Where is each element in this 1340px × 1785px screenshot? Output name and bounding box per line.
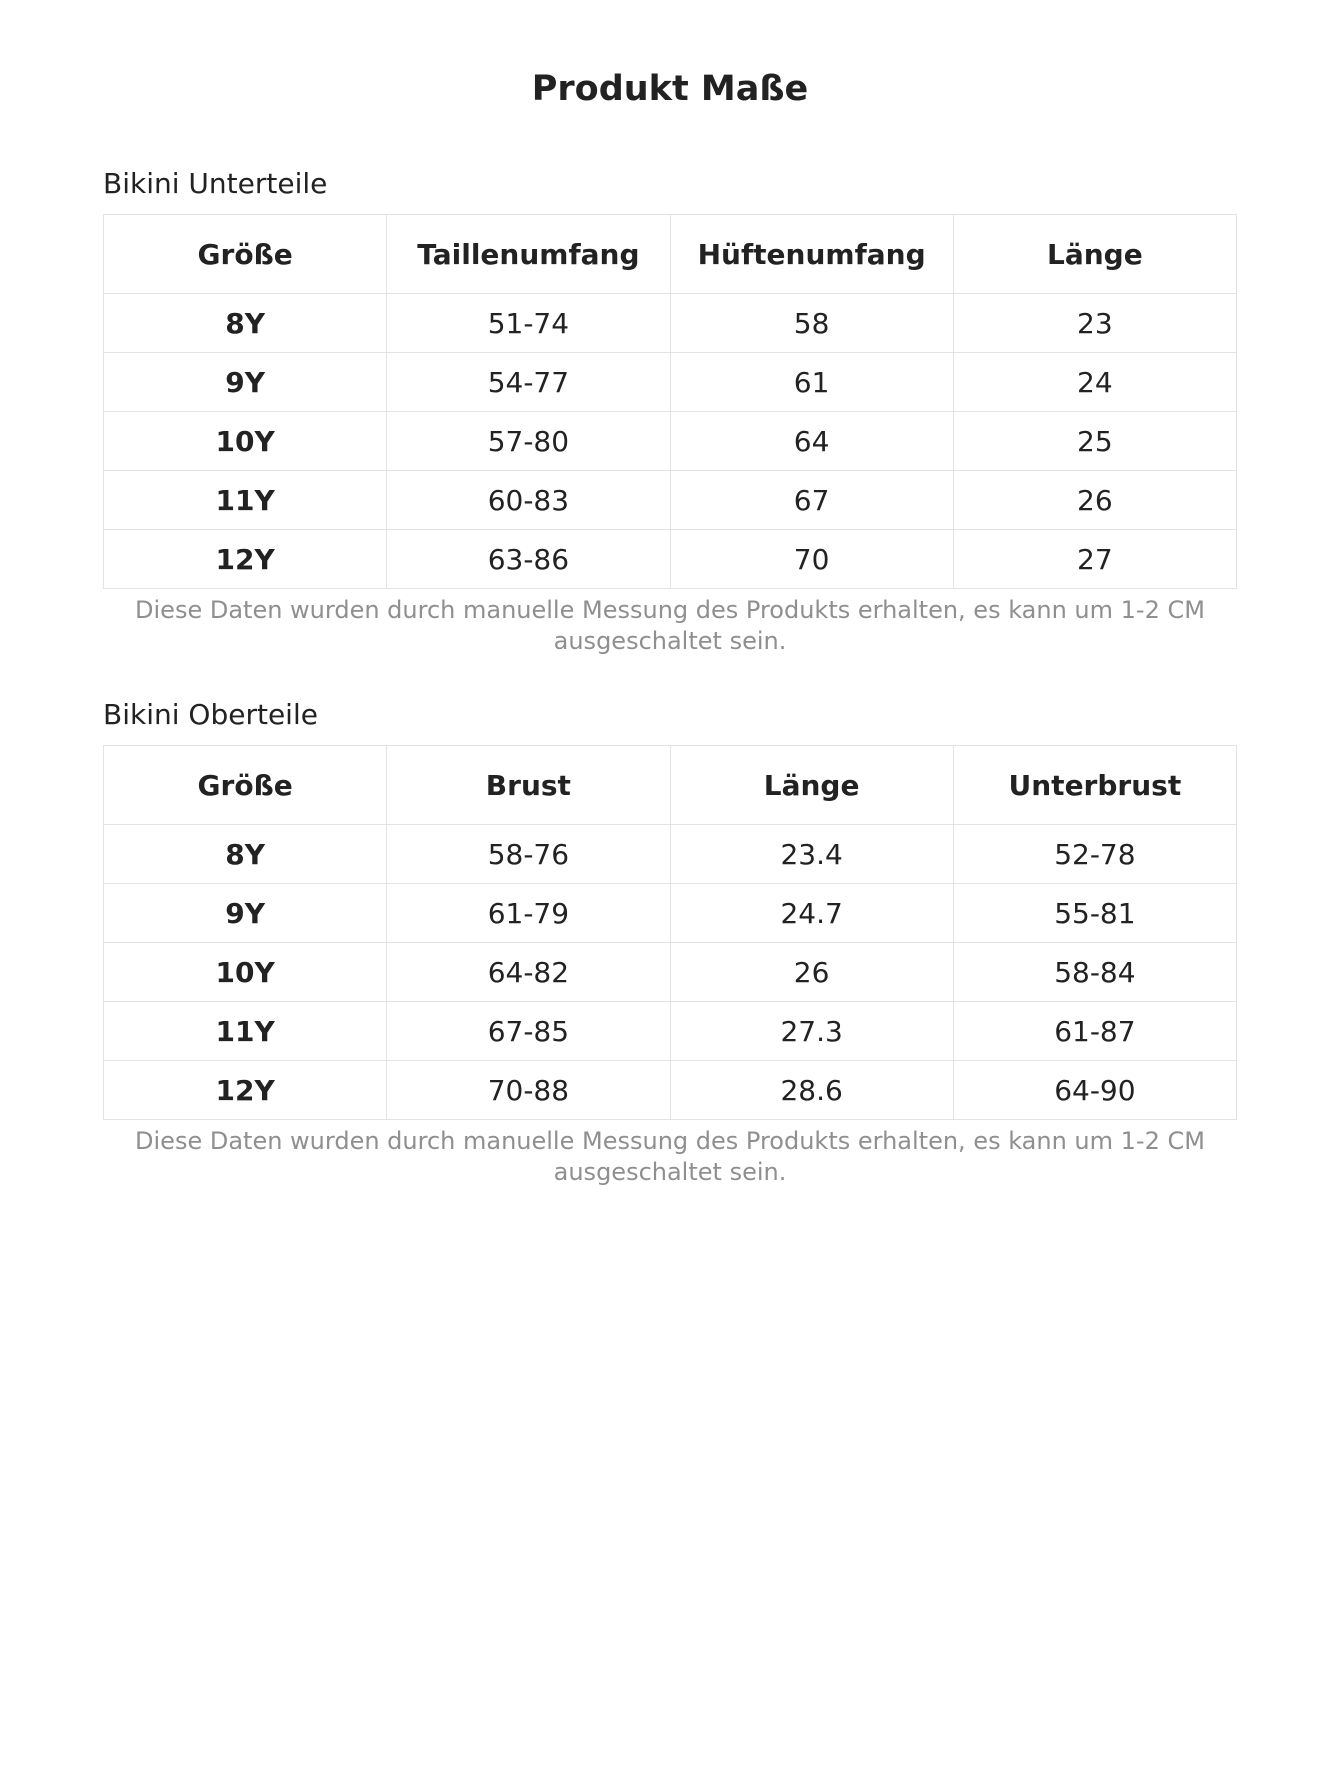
table-cell: 61-87 [953, 1002, 1236, 1061]
table-cell: 58-84 [953, 943, 1236, 1002]
table-row [104, 1061, 1237, 1120]
table-cell: 27.3 [670, 1002, 953, 1061]
table-cell: 70 [670, 530, 953, 589]
table-row [104, 294, 1237, 353]
table-cell: 64-82 [387, 943, 670, 1002]
section-title: Bikini Oberteile [103, 698, 318, 731]
table-cell: 52-78 [953, 825, 1236, 884]
table-cell: 58 [670, 294, 953, 353]
table-cell: 24.7 [670, 884, 953, 943]
column-header-size: Größe [104, 746, 387, 825]
table-header-row [104, 215, 1237, 294]
table-cell: 61-79 [387, 884, 670, 943]
table-cell: 63-86 [387, 530, 670, 589]
size-cell: 11Y [104, 1002, 387, 1061]
size-cell: 11Y [104, 471, 387, 530]
column-header-hip: Hüftenumfang [670, 215, 953, 294]
size-cell: 12Y [104, 530, 387, 589]
column-header-length: Länge [953, 215, 1236, 294]
measurement-note: Diese Daten wurden durch manuelle Messung des Produkts erhalten, es kann um 1-2 CM ausgeschaltet sein. [135, 1127, 1205, 1186]
table-cell: 70-88 [387, 1061, 670, 1120]
column-header-chest: Brust [387, 746, 670, 825]
size-cell: 9Y [104, 884, 387, 943]
table-cell: 27 [953, 530, 1236, 589]
page-title: Produkt Maße [531, 69, 809, 109]
table-row [104, 353, 1237, 412]
table-cell: 25 [953, 412, 1236, 471]
bikini-tops-section [103, 697, 1237, 1188]
table-cell: 61 [670, 353, 953, 412]
table-cell: 51-74 [387, 294, 670, 353]
table-cell: 23 [953, 294, 1236, 353]
table-row [104, 412, 1237, 471]
measurement-note: Diese Daten wurden durch manuelle Messung des Produkts erhalten, es kann um 1-2 CM ausgeschaltet sein. [135, 596, 1205, 655]
column-header-size: Größe [104, 215, 387, 294]
size-cell: 12Y [104, 1061, 387, 1120]
table-cell: 60-83 [387, 471, 670, 530]
table-row [104, 943, 1237, 1002]
table-cell: 54-77 [387, 353, 670, 412]
size-table-tops [103, 745, 1237, 1120]
table-header-row [104, 746, 1237, 825]
table-cell: 26 [670, 943, 953, 1002]
size-cell: 10Y [104, 412, 387, 471]
column-header-underbust: Unterbrust [953, 746, 1236, 825]
table-row [104, 471, 1237, 530]
size-cell: 8Y [104, 825, 387, 884]
table-row [104, 825, 1237, 884]
size-cell: 10Y [104, 943, 387, 1002]
section-title: Bikini Unterteile [103, 167, 328, 200]
size-cell: 9Y [104, 353, 387, 412]
bikini-bottoms-section [103, 166, 1237, 657]
column-header-waist: Taillenumfang [387, 215, 670, 294]
table-cell: 64 [670, 412, 953, 471]
table-cell: 67-85 [387, 1002, 670, 1061]
size-cell: 8Y [104, 294, 387, 353]
size-table-bottoms [103, 214, 1237, 589]
table-cell: 58-76 [387, 825, 670, 884]
table-row [104, 530, 1237, 589]
table-cell: 55-81 [953, 884, 1236, 943]
table-cell: 64-90 [953, 1061, 1236, 1120]
table-row [104, 884, 1237, 943]
table-cell: 67 [670, 471, 953, 530]
table-cell: 24 [953, 353, 1236, 412]
table-row [104, 1002, 1237, 1061]
table-cell: 23.4 [670, 825, 953, 884]
table-cell: 28.6 [670, 1061, 953, 1120]
table-cell: 57-80 [387, 412, 670, 471]
table-cell: 26 [953, 471, 1236, 530]
column-header-length: Länge [670, 746, 953, 825]
